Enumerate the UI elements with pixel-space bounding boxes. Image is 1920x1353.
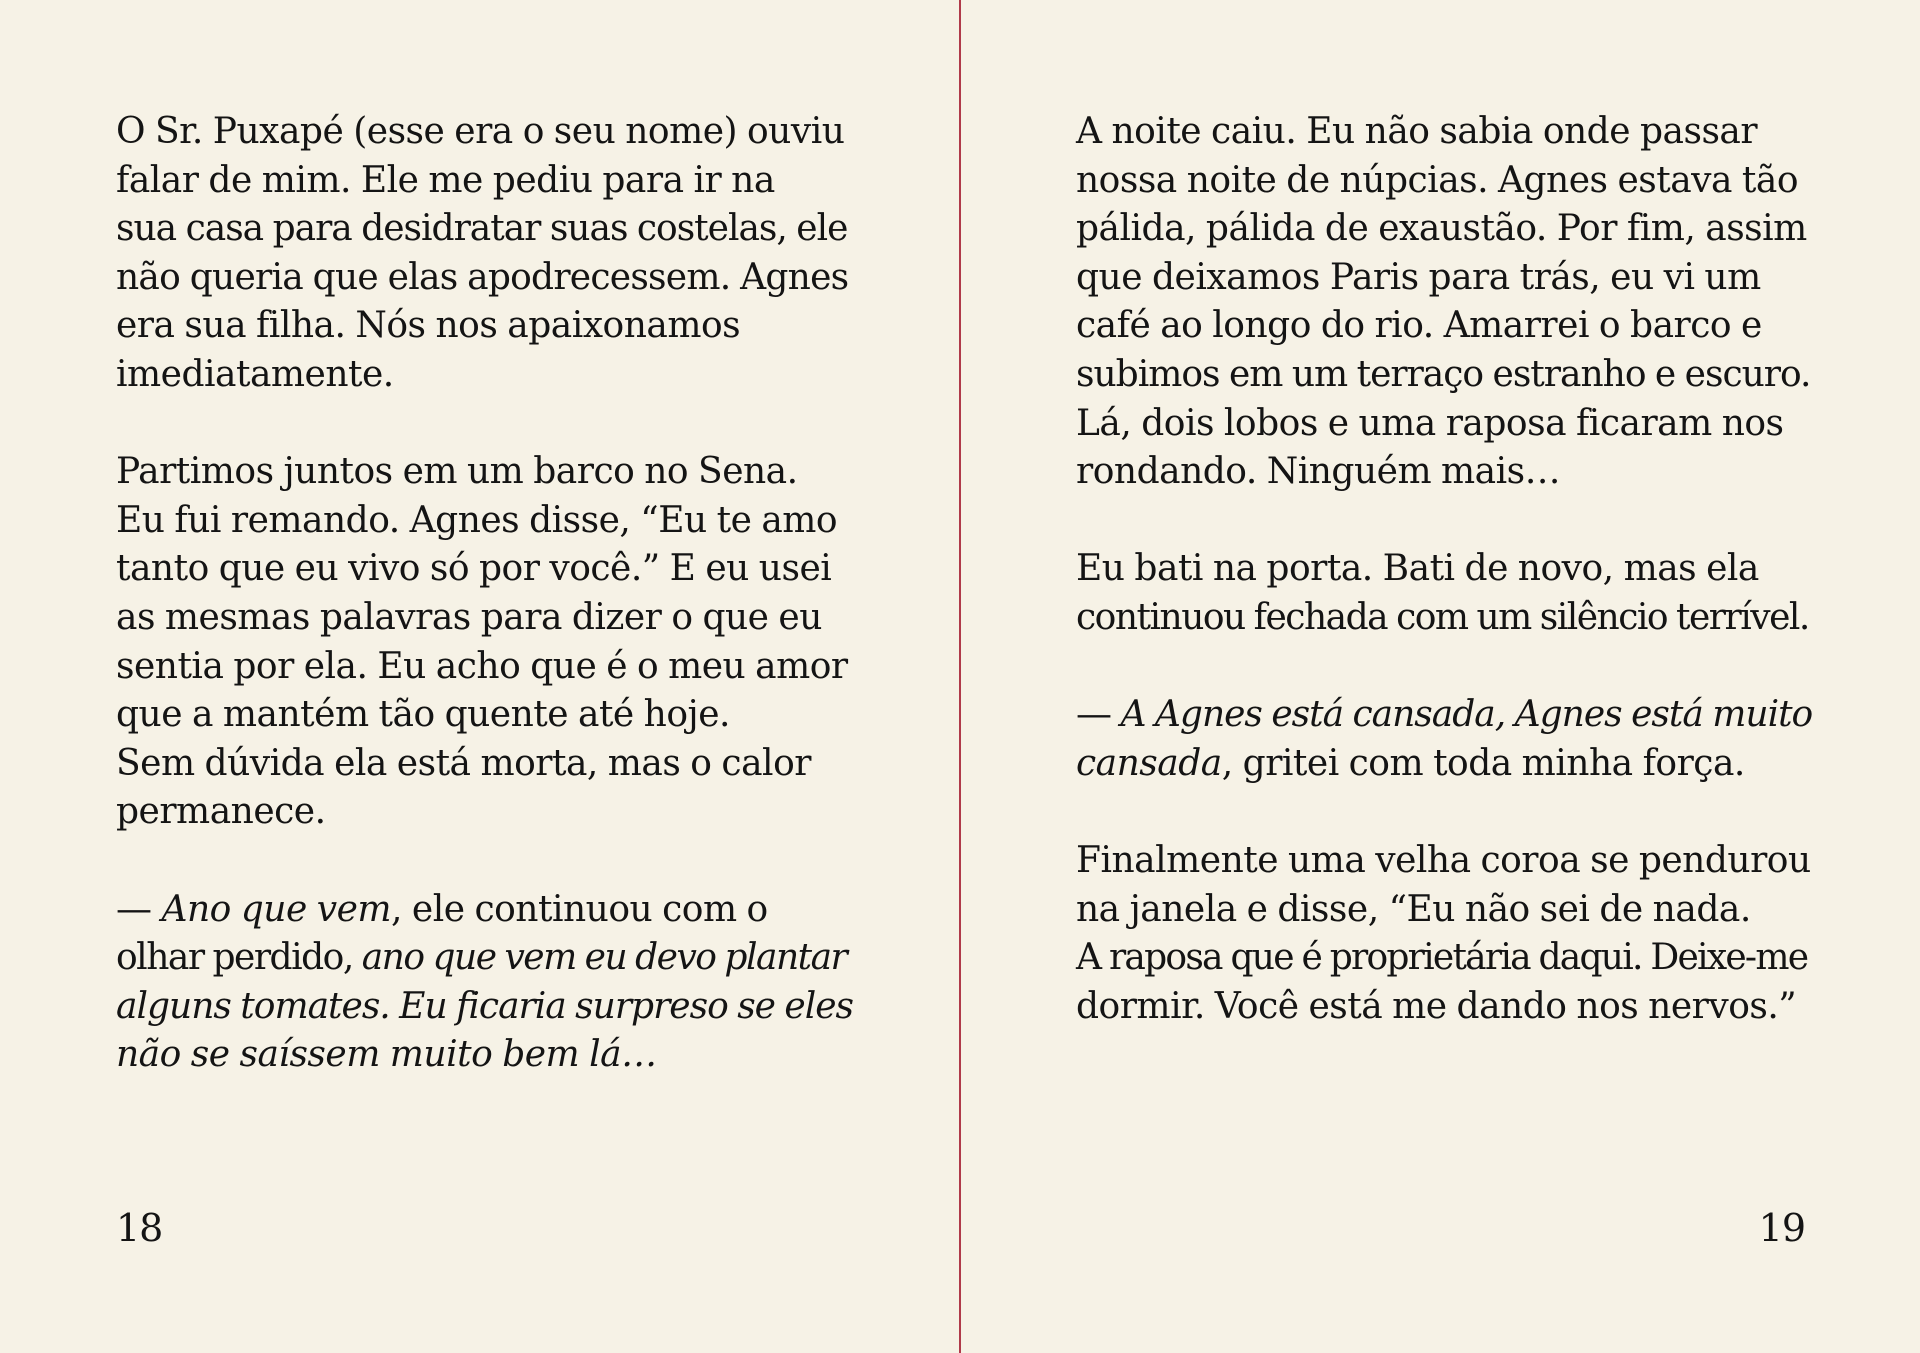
text-line: Lá, dois lobos e uma raposa ficaram nos [1076,402,1784,444]
em-dash: — [116,888,162,930]
text-line [116,934,856,983]
text-line: sua casa para desidratar suas costelas, ele [116,208,848,250]
text-line: era sua filha. Nós nos apaixonamos [116,305,741,347]
narration: , ele continuou com o [391,888,768,930]
italic-speech: cansada [1076,742,1222,784]
text-line: rondando. Ninguém mais… [1076,451,1561,493]
paragraph [1076,545,1816,642]
text-line: tanto que eu vivo só por você.” E eu usei [116,548,832,590]
text-line: A raposa que é proprietária daqui. Deixe-me [1076,937,1808,979]
text-line: nossa noite de núpcias. Agnes estava tão [1076,159,1799,201]
paragraph [1076,837,1816,1031]
italic-speech: ano que vem eu devo plantar [361,937,847,979]
text-line: Eu bati na porta. Bati de novo, mas ela [1076,548,1759,590]
paragraph [1076,108,1816,497]
text-line: Finalmente uma velha coroa se pendurou [1076,839,1811,881]
italic-speech: A Agnes está cansada, Agnes está muito [1120,694,1813,736]
text-line: subimos em um terraço estranho e escuro. [1076,353,1811,395]
text-line: A noite caiu. Eu não sabia onde passar [1076,111,1758,152]
text-line: permanece. [116,791,326,833]
text-line: falar de mim. Ele me pediu para ir na [116,159,775,201]
paragraph [116,448,856,837]
dialogue-paragraph [116,886,856,1080]
narration: olhar perdido, [116,937,362,979]
italic-speech: não se saíssem muito bem lá… [116,1034,657,1076]
text-line: O Sr. Puxapé (esse era o seu nome) ouviu [116,111,845,152]
paragraph [116,108,856,400]
right-page [961,0,1920,1353]
text-line: na janela e disse, “Eu não sei de nada. [1076,888,1751,930]
text-line [116,886,856,935]
text-line: pálida, pálida de exaustão. Por fim, assim [1076,208,1807,250]
left-page [0,0,959,1353]
text-line: café ao longo do rio. Amarrei o barco e [1076,305,1762,347]
text-line: sentia por ela. Eu acho que é o meu amor [116,645,848,687]
text-line: não queria que elas apodrecessem. Agnes [116,256,849,298]
text-line: que deixamos Paris para trás, eu vi um [1076,256,1761,298]
left-page-text [116,108,856,1080]
text-line [1076,740,1816,789]
text-line: as mesmas palavras para dizer o que eu [116,596,822,638]
right-page-text [1076,108,1816,1031]
text-line: imediatamente. [116,353,394,395]
page-number: 19 [1758,1206,1805,1250]
text-line: Partimos juntos em um barco no Sena. [116,451,798,493]
italic-speech: alguns tomates. Eu ficaria surpreso se eles [116,985,854,1027]
page-number: 18 [116,1206,163,1250]
text-line: Sem dúvida ela está morta, mas o calor [116,742,811,784]
text-line: que a mantém tão quente até hoje. [116,694,730,736]
italic-speech: Ano que vem [161,888,392,930]
narration: , gritei com toda minha força. [1221,742,1745,784]
text-line: continuou fechada com um silêncio terrível. [1076,596,1809,638]
text-line [1076,691,1816,740]
text-line: Eu fui remando. Agnes disse, “Eu te amo [116,499,838,541]
text-line: dormir. Você está me dando nos nervos.” [1076,985,1797,1027]
em-dash: — [1076,694,1121,736]
dialogue-paragraph [1076,691,1816,788]
